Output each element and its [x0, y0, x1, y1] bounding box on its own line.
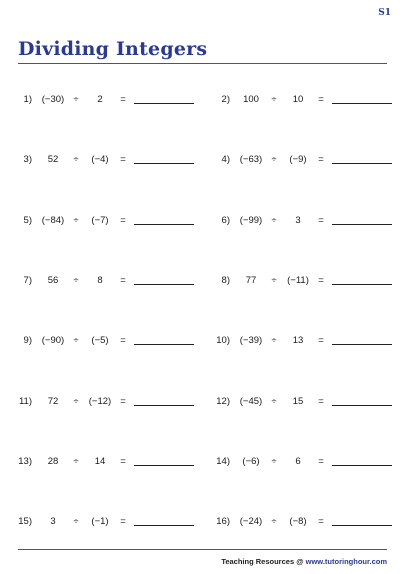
answer-blank[interactable]	[134, 344, 194, 345]
divisor: 14	[94, 456, 106, 467]
page-title: Dividing Integers	[18, 38, 208, 60]
dividend: (−99)	[239, 215, 263, 226]
divisor: 13	[292, 335, 304, 346]
problem-number: 3)	[23, 154, 32, 165]
divide-sign: ÷	[271, 335, 277, 346]
equals-sign: =	[318, 396, 324, 407]
problem-number: 5)	[23, 215, 32, 226]
footer	[221, 557, 387, 566]
divide-sign: ÷	[271, 275, 277, 286]
divide-sign: ÷	[73, 335, 79, 346]
divide-sign: ÷	[73, 215, 79, 226]
divide-sign: ÷	[271, 516, 277, 527]
problem-number: 9)	[23, 335, 32, 346]
answer-blank[interactable]	[332, 344, 392, 345]
equals-sign: =	[120, 94, 126, 105]
divisor: (−7)	[91, 215, 109, 226]
answer-blank[interactable]	[134, 224, 194, 225]
divide-sign: ÷	[73, 396, 79, 407]
answer-blank[interactable]	[134, 103, 194, 104]
equals-sign: =	[120, 396, 126, 407]
divisor: (−4)	[91, 154, 109, 165]
divide-sign: ÷	[271, 154, 277, 165]
equals-sign: =	[318, 94, 324, 105]
divisor: 10	[292, 94, 304, 105]
problem-number: 6)	[221, 215, 230, 226]
equals-sign: =	[120, 215, 126, 226]
divisor: 6	[295, 456, 301, 467]
dividend: (−45)	[239, 396, 263, 407]
divisor: 3	[295, 215, 301, 226]
divide-sign: ÷	[271, 456, 277, 467]
divide-sign: ÷	[271, 215, 277, 226]
dividend: 56	[47, 275, 59, 286]
divisor: (−11)	[287, 275, 309, 286]
footer-link[interactable]: www.tutoringhour.com	[305, 557, 387, 566]
equals-sign: =	[318, 215, 324, 226]
dividend: (−24)	[239, 516, 263, 527]
divisor: (−8)	[289, 516, 307, 527]
footer-divider	[18, 549, 387, 550]
footer-label: Teaching Resources @	[221, 557, 306, 566]
divide-sign: ÷	[73, 275, 79, 286]
problem-number: 15)	[18, 516, 32, 527]
problem-number: 4)	[221, 154, 230, 165]
answer-blank[interactable]	[332, 163, 392, 164]
problem-number: 13)	[18, 456, 32, 467]
equals-sign: =	[120, 456, 126, 467]
dividend: 77	[245, 275, 257, 286]
dividend: (−39)	[239, 335, 263, 346]
problem-number: 8)	[221, 275, 230, 286]
problem-number: 16)	[216, 516, 230, 527]
divisor: (−1)	[91, 516, 109, 527]
equals-sign: =	[120, 154, 126, 165]
problem-number: 11)	[18, 396, 32, 407]
divide-sign: ÷	[73, 154, 79, 165]
divide-sign: ÷	[271, 396, 277, 407]
answer-blank[interactable]	[332, 405, 392, 406]
dividend: (−30)	[41, 94, 65, 105]
divisor: 8	[97, 275, 103, 286]
worksheet-code: S1	[378, 8, 391, 18]
equals-sign: =	[120, 275, 126, 286]
dividend: 100	[243, 94, 259, 105]
dividend: (−90)	[41, 335, 65, 346]
divide-sign: ÷	[271, 94, 277, 105]
answer-blank[interactable]	[134, 163, 194, 164]
dividend: 28	[47, 456, 59, 467]
answer-blank[interactable]	[332, 525, 392, 526]
equals-sign: =	[318, 516, 324, 527]
equals-sign: =	[318, 154, 324, 165]
answer-blank[interactable]	[134, 405, 194, 406]
answer-blank[interactable]	[332, 224, 392, 225]
equals-sign: =	[318, 275, 324, 286]
dividend: 3	[50, 516, 56, 527]
dividend: (−6)	[242, 456, 260, 467]
divisor: 15	[292, 396, 304, 407]
problem-number: 1)	[23, 94, 32, 105]
divide-sign: ÷	[73, 94, 79, 105]
divisor: (−12)	[88, 396, 112, 407]
problem-number: 2)	[221, 94, 230, 105]
divide-sign: ÷	[73, 456, 79, 467]
dividend: (−63)	[239, 154, 263, 165]
divisor: 2	[97, 94, 103, 105]
answer-blank[interactable]	[332, 465, 392, 466]
divide-sign: ÷	[73, 516, 79, 527]
dividend: 52	[47, 154, 59, 165]
problem-number: 14)	[216, 456, 230, 467]
answer-blank[interactable]	[332, 284, 392, 285]
divisor: (−5)	[91, 335, 109, 346]
answer-blank[interactable]	[134, 525, 194, 526]
equals-sign: =	[120, 516, 126, 527]
problem-number: 10)	[216, 335, 230, 346]
equals-sign: =	[318, 456, 324, 467]
answer-blank[interactable]	[332, 103, 392, 104]
divisor: (−9)	[289, 154, 307, 165]
answer-blank[interactable]	[134, 465, 194, 466]
equals-sign: =	[318, 335, 324, 346]
equals-sign: =	[120, 335, 126, 346]
problem-number: 12)	[216, 396, 230, 407]
problem-number: 7)	[23, 275, 32, 286]
dividend: (−84)	[41, 215, 65, 226]
dividend: 72	[47, 396, 59, 407]
answer-blank[interactable]	[134, 284, 194, 285]
